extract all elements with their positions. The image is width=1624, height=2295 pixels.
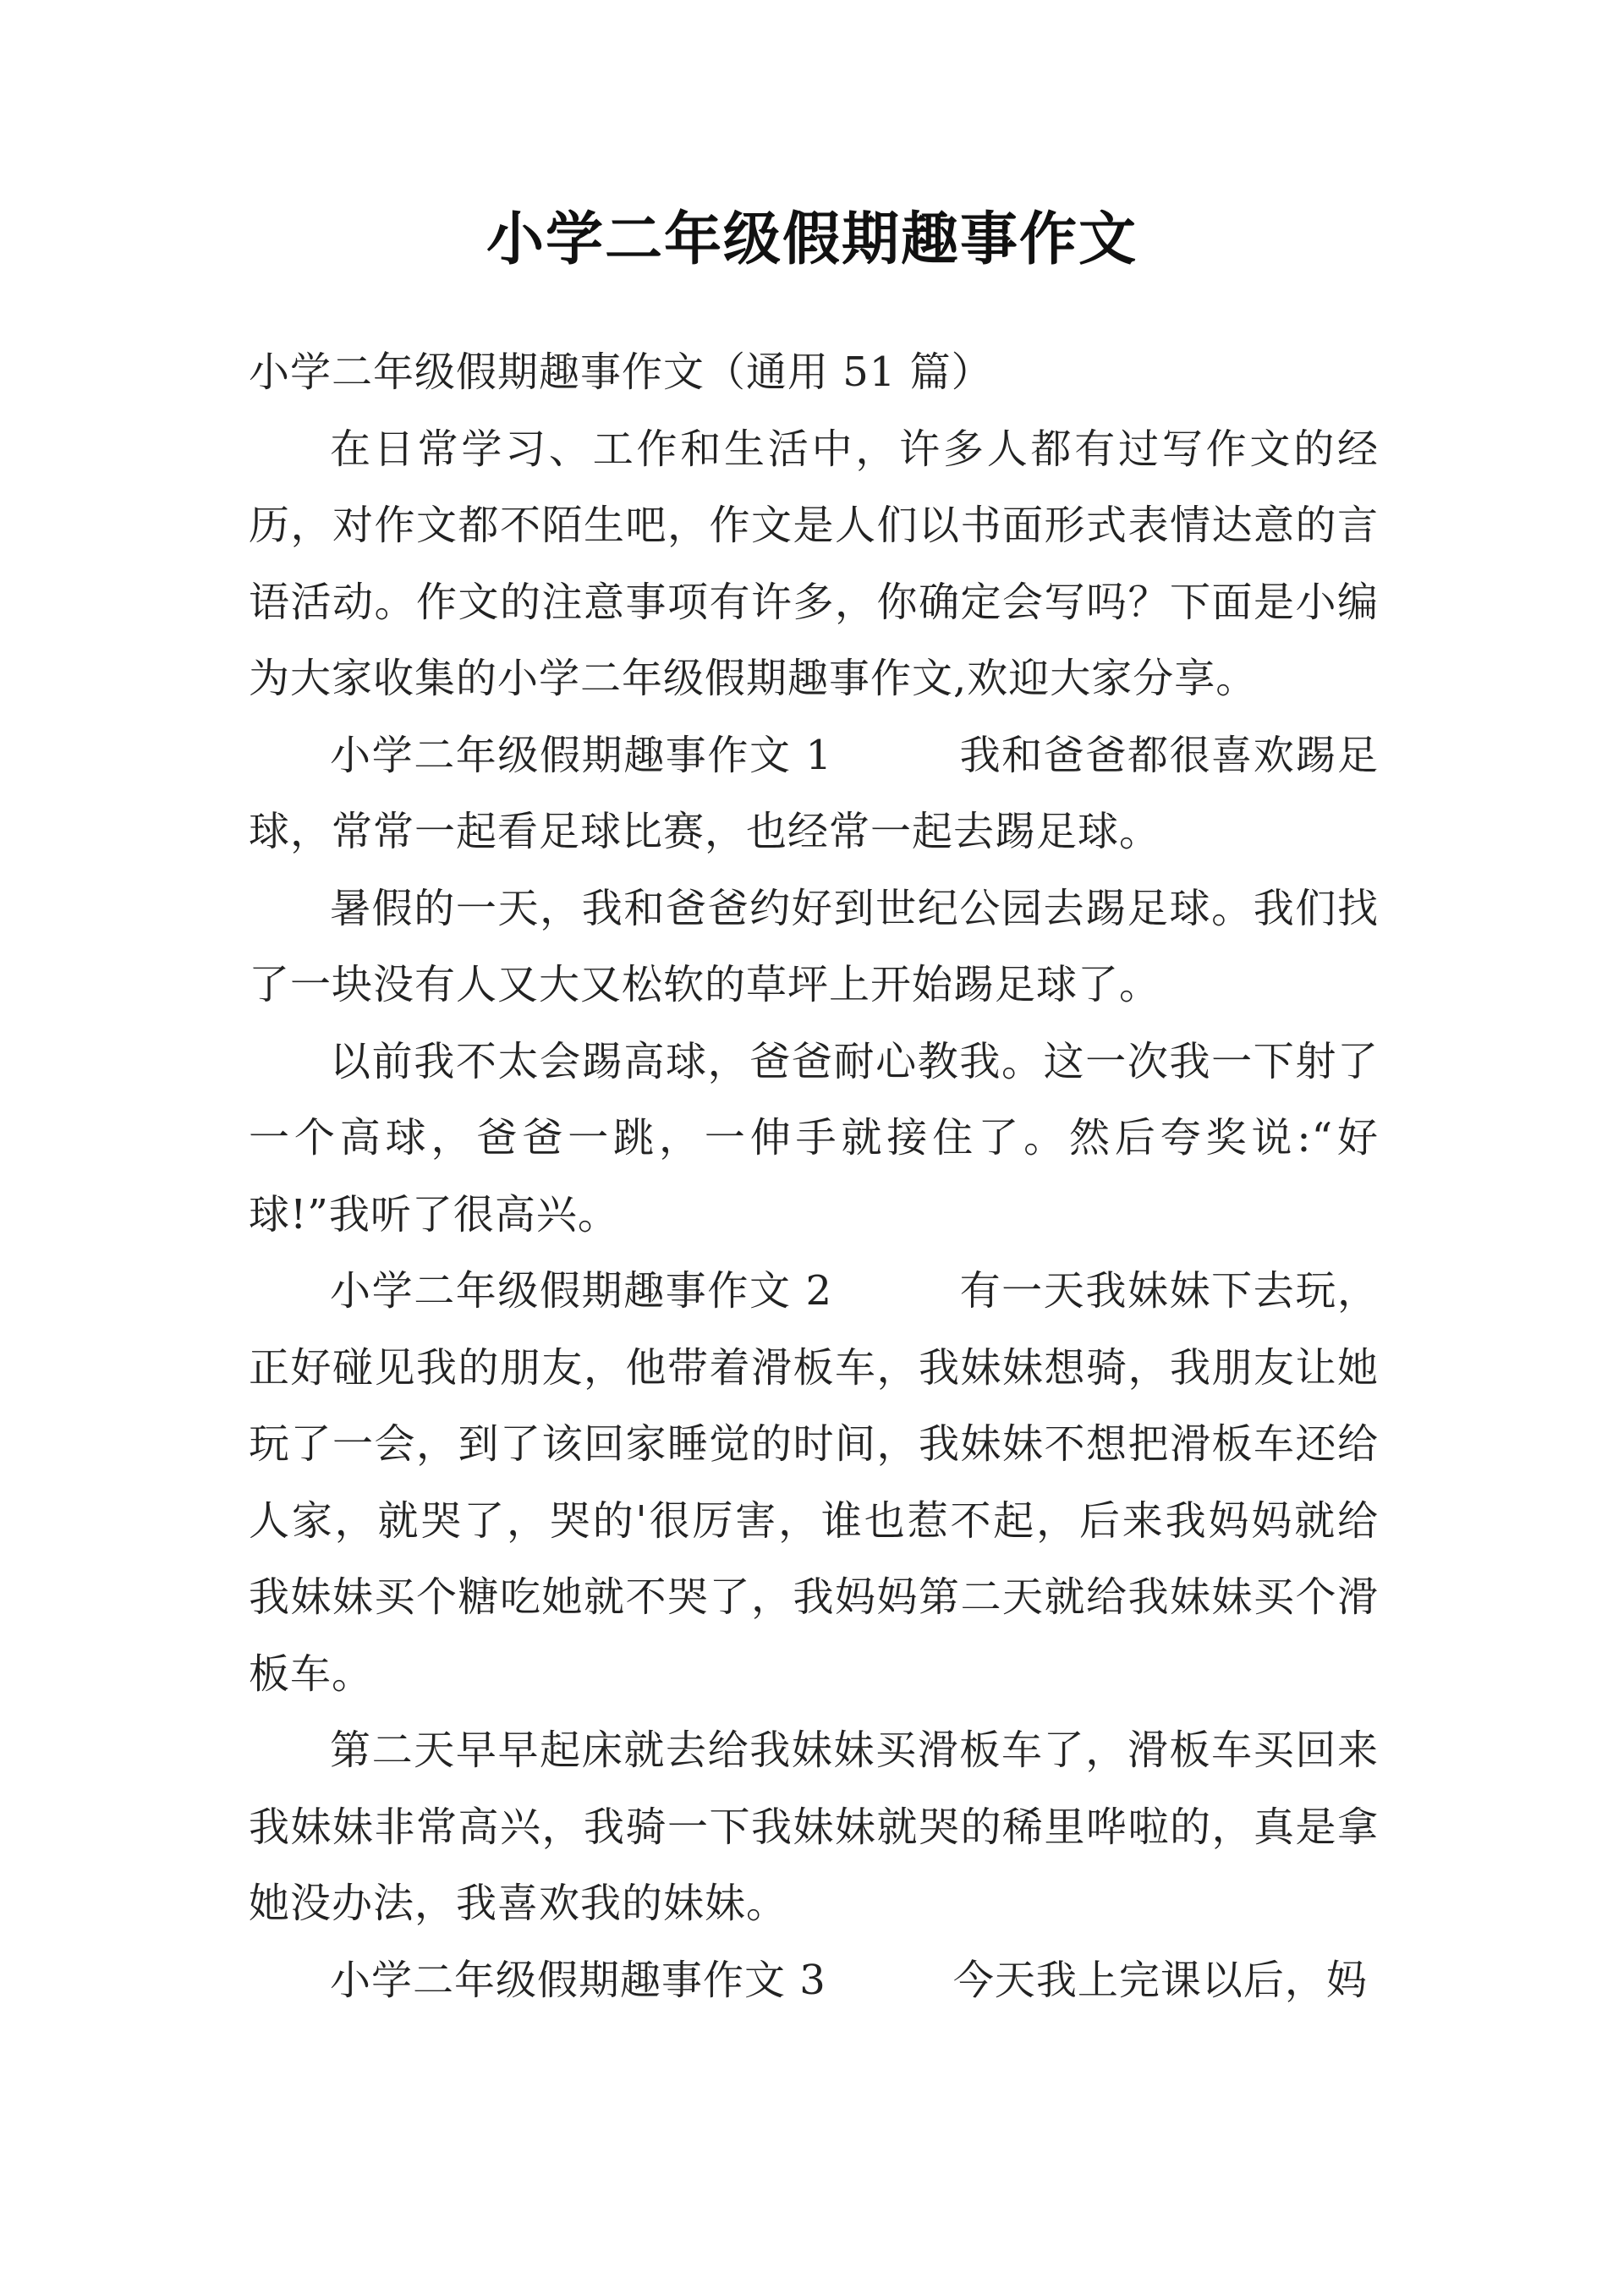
section-heading: 小学二年级假期趣事作文 1 xyxy=(330,731,832,779)
paragraph xyxy=(249,1024,1379,1254)
paragraph-text: 第二天早早起床就去给我妹妹买滑板车了，滑板车买回来我妹妹非常高兴，我骑一下我妹妹就哭的稀里哗啦的，真是拿她没办法，我喜欢我的妹妹。 xyxy=(249,1727,1379,1927)
section-heading: 小学二年级假期趣事作文 3 xyxy=(330,1956,826,2004)
document-subtitle: 小学二年级假期趣事作文（通用 51 篇） xyxy=(249,349,993,396)
paragraph-essay-1 xyxy=(249,717,1379,870)
paragraph-intro xyxy=(249,411,1379,717)
paragraph-essay-3 xyxy=(249,1942,1379,2019)
paragraph-text: 以前我不太会踢高球，爸爸耐心教我。这一次我一下射了一个高球，爸爸一跳，一伸手就接住了。然后夸奖说:“好球!”我听了很高兴。 xyxy=(249,1037,1379,1238)
paragraph xyxy=(249,870,1379,1024)
document-title: 小学二年级假期趣事作文 xyxy=(486,206,1138,273)
paragraph-essay-2 xyxy=(249,1253,1379,1712)
paragraph-text: 我和爸爸都很喜欢踢足球，常常一起看足球比赛，也经常一起去踢足球。 xyxy=(249,731,1379,855)
document-body xyxy=(249,334,1379,2018)
paragraph-text: 有一天我妹妹下去玩，正好碰见我的朋友，他带着滑板车，我妹妹想骑，我朋友让她玩了一会，到了该回家睡觉的时间，我妹妹不想把滑板车还给人家，就哭了，哭的'很厉害，谁也惹不起，后来我妈妈就给我妹妹买个糖吃她就不哭了，我妈妈第二天就给我妹妹买个滑板车。 xyxy=(249,1267,1379,1698)
paragraph-text: 在日常学习、工作和生活中，许多人都有过写作文的经历，对作文都不陌生吧，作文是人们以书面形式表情达意的言语活动。作文的注意事项有许多，你确定会写吗？下面是小编为大家收集的小学二年级假期趣事作文,欢迎大家分享。 xyxy=(249,425,1379,702)
section-heading: 小学二年级假期趣事作文 2 xyxy=(330,1267,832,1315)
paragraph-text: 暑假的一天，我和爸爸约好到世纪公园去踢足球。我们找了一块没有人又大又松软的草坪上开始踢足球了。 xyxy=(249,884,1379,1008)
paragraph-text: 今天我上完课以后，妈 xyxy=(952,1956,1368,2004)
paragraph xyxy=(249,1712,1379,1942)
